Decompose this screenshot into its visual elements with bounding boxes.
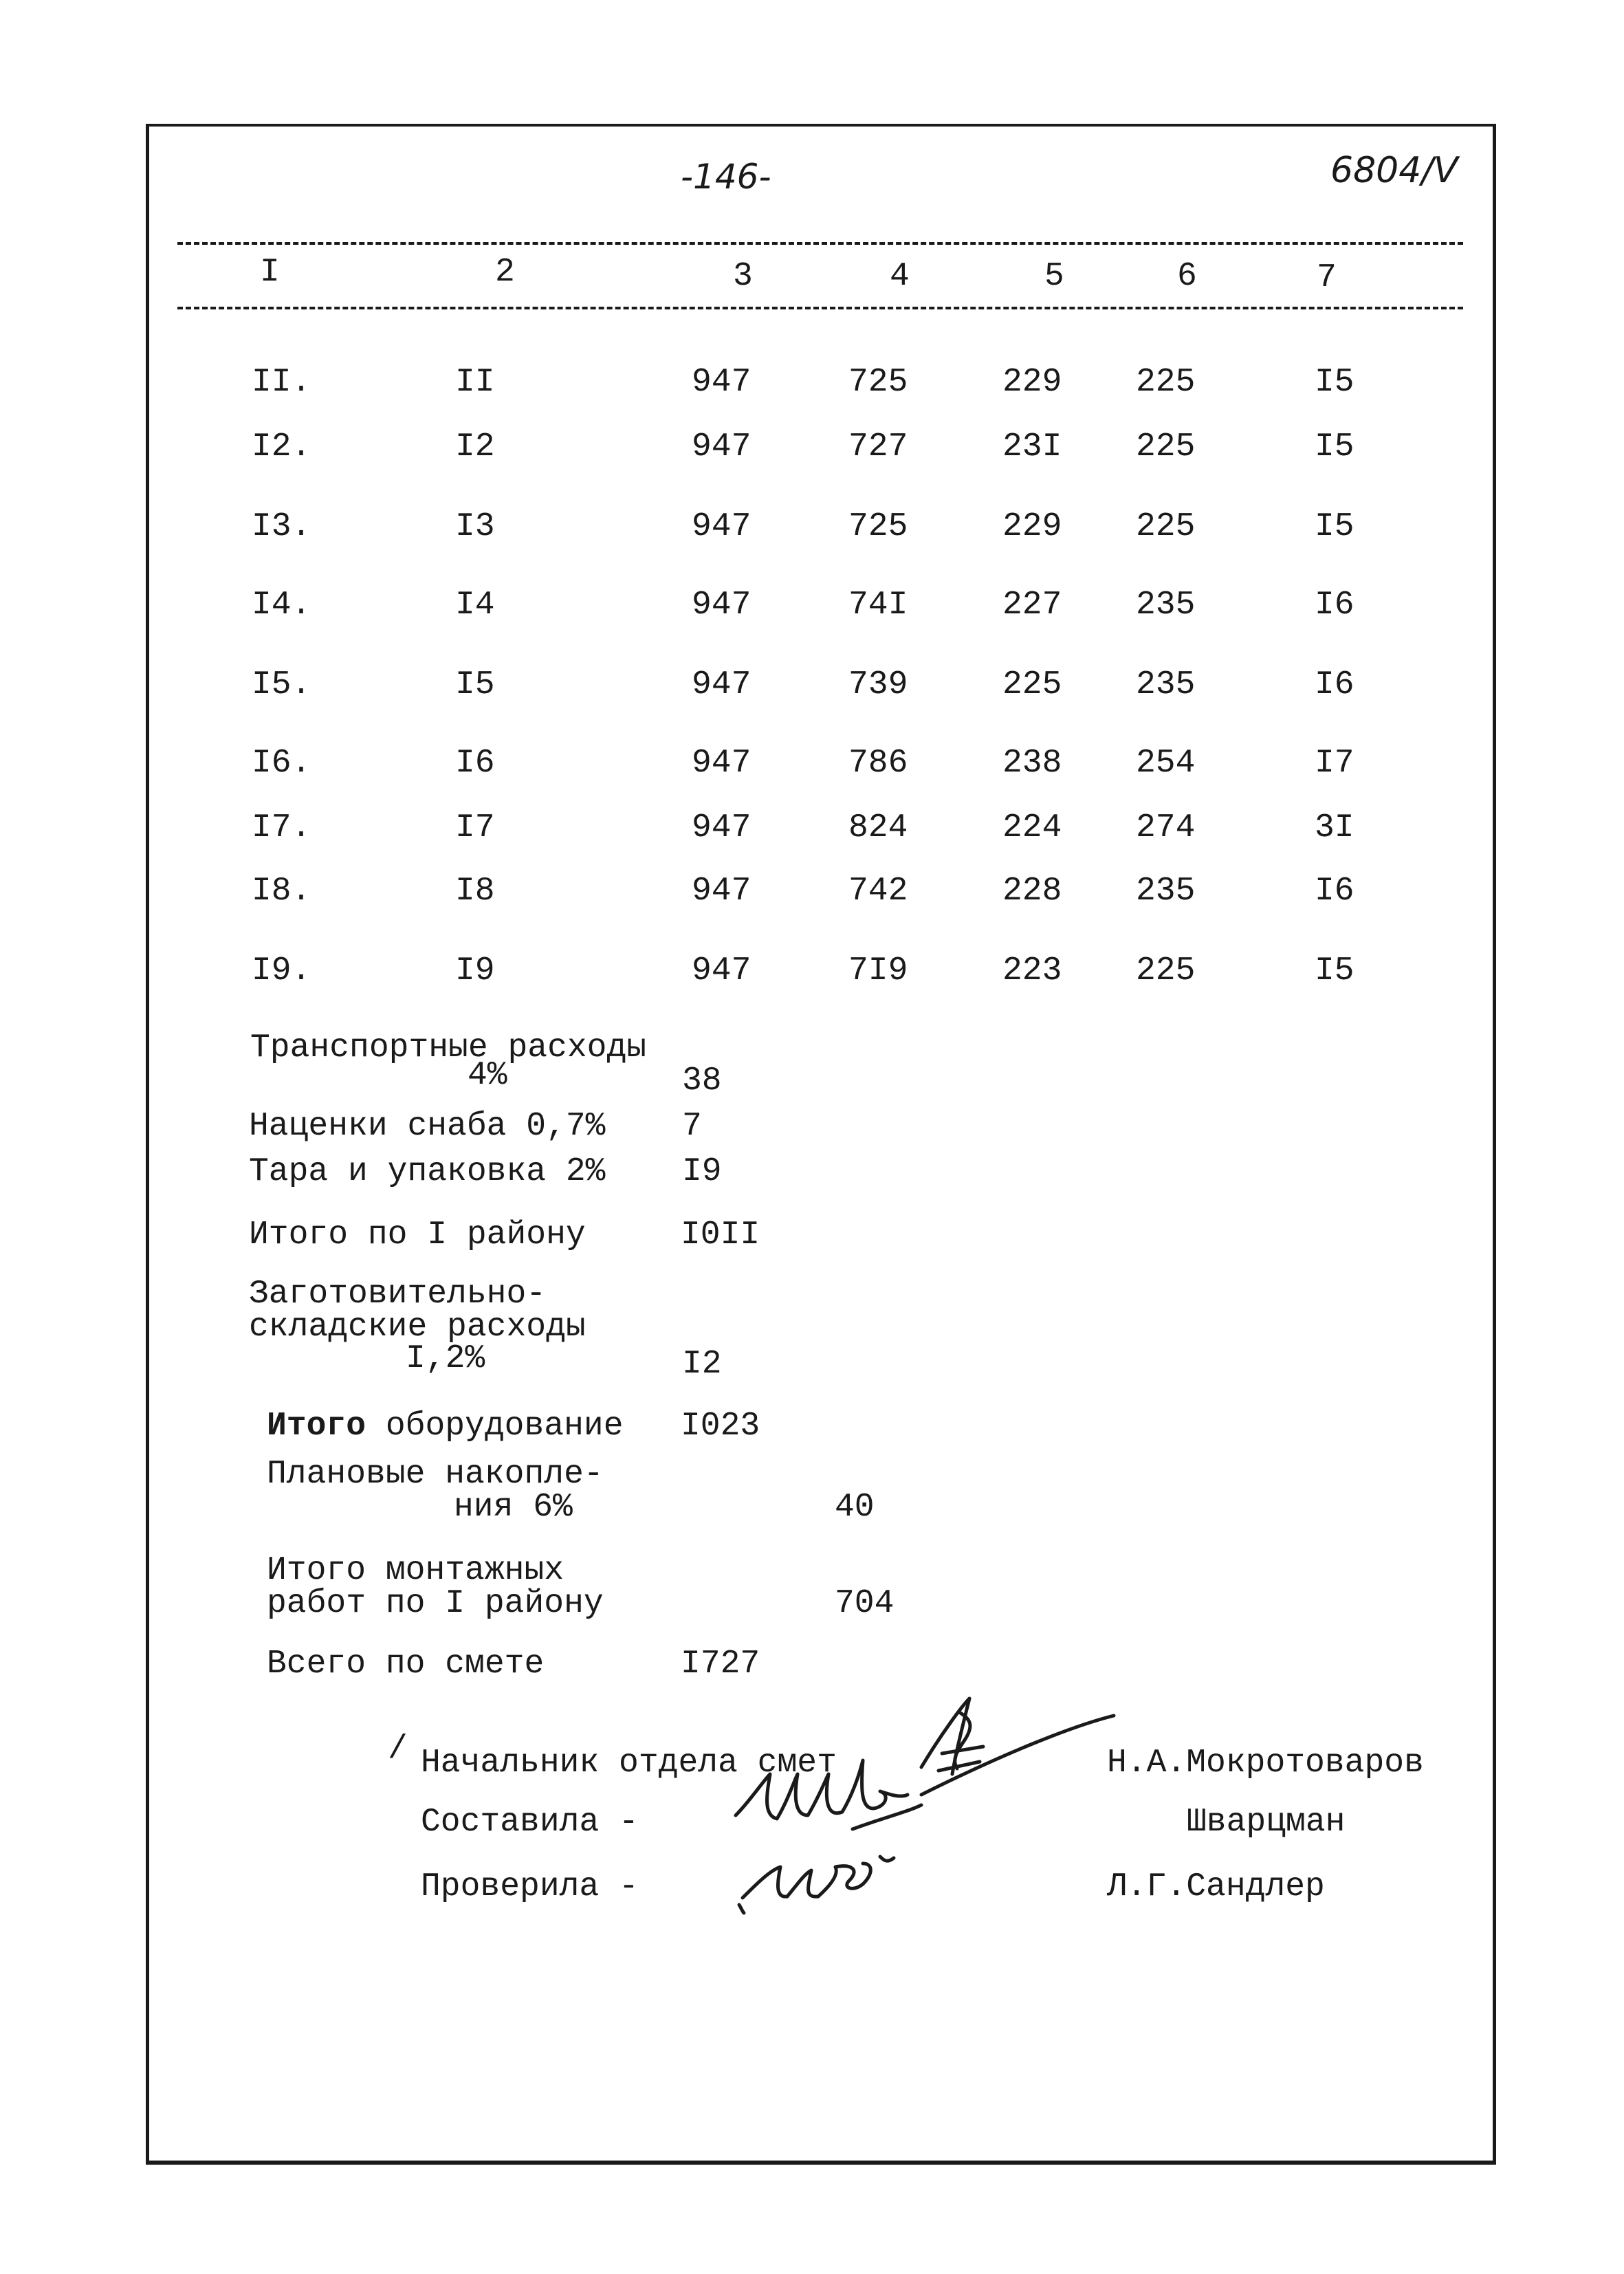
col3-value: 947 — [692, 952, 751, 990]
item-code: II — [455, 364, 495, 401]
col7-value: I7 — [1315, 745, 1354, 782]
grand-total-value: I727 — [681, 1646, 760, 1683]
col6-value: 225 — [1136, 952, 1196, 990]
item-code: I5 — [455, 666, 495, 703]
col6-value: 235 — [1136, 587, 1196, 624]
checked-by-label: Проверила - — [421, 1868, 639, 1905]
equipment-total-label-bold: Итого — [267, 1408, 366, 1445]
total-region-value: I0II — [681, 1216, 760, 1254]
col4-value: 74I — [848, 587, 908, 624]
col6-value: 235 — [1136, 666, 1196, 703]
column-header-3: 3 — [733, 258, 753, 295]
procurement-value: I2 — [682, 1346, 722, 1383]
compiled-by-label: Составила - — [421, 1804, 639, 1841]
col5-value: 23I — [1002, 428, 1062, 466]
head-of-department-title: Начальник отдела смет — [421, 1745, 837, 1782]
col3-value: 947 — [692, 364, 751, 401]
row-number: I6. — [252, 745, 311, 782]
col4-value: 786 — [848, 745, 908, 782]
col5-value: 228 — [1002, 873, 1062, 910]
packing-label: Тара и упаковка 2% — [249, 1153, 606, 1190]
col4-value: 7I9 — [848, 952, 908, 990]
col4-value: 739 — [848, 666, 908, 703]
col3-value: 947 — [692, 508, 751, 545]
col5-value: 224 — [1002, 809, 1062, 846]
col3-value: 947 — [692, 745, 751, 782]
item-code: I3 — [455, 508, 495, 545]
transport-value: 38 — [682, 1062, 722, 1100]
col3-value: 947 — [692, 428, 751, 466]
col7-value: I6 — [1315, 666, 1354, 703]
item-code: I6 — [455, 745, 495, 782]
item-code: I7 — [455, 809, 495, 846]
item-code: I8 — [455, 873, 495, 910]
col5-value: 238 — [1002, 745, 1062, 782]
markup-label: Наценки снаба 0,7% — [249, 1108, 606, 1145]
row-number: I4. — [252, 587, 311, 624]
compiled-by-name: Шварцман — [1187, 1804, 1346, 1841]
procurement-label-line2: складские расходы — [249, 1309, 586, 1346]
equipment-total-value: I023 — [681, 1408, 760, 1445]
row-number: II. — [252, 364, 311, 401]
col7-value: I6 — [1315, 873, 1354, 910]
col5-value: 225 — [1002, 666, 1062, 703]
item-code: I9 — [455, 952, 495, 990]
col7-value: I5 — [1315, 364, 1354, 401]
col6-value: 274 — [1136, 809, 1196, 846]
signature-tick: / — [388, 1731, 408, 1768]
col5-value: 229 — [1002, 508, 1062, 545]
col6-value: 235 — [1136, 873, 1196, 910]
col7-value: I5 — [1315, 428, 1354, 466]
row-number: I2. — [252, 428, 311, 466]
row-number: I5. — [252, 666, 311, 703]
install-label-line1: Итого монтажных — [267, 1552, 564, 1589]
page-number: -146- — [681, 157, 771, 197]
header-bottom-rule — [177, 307, 1463, 309]
transport-percent: 4% — [468, 1057, 507, 1094]
procurement-percent: I,2% — [406, 1340, 485, 1377]
packing-value: I9 — [682, 1153, 722, 1190]
planned-label-line2: ния 6% — [454, 1489, 573, 1526]
procurement-label-line1: Заготовительно- — [249, 1276, 547, 1313]
column-header-5: 5 — [1044, 258, 1064, 295]
head-of-department-name: Н.А.Мокротоваров — [1107, 1745, 1424, 1782]
transport-label: Транспортные расходы — [250, 1029, 647, 1067]
col3-value: 947 — [692, 587, 751, 624]
install-value: 704 — [835, 1585, 895, 1622]
col4-value: 824 — [848, 809, 908, 846]
column-header-1: I — [260, 254, 280, 291]
planned-label-line1: Плановые накопле- — [267, 1456, 604, 1493]
equipment-total-label-rest: оборудование — [366, 1408, 624, 1445]
column-header-6: 6 — [1177, 258, 1197, 295]
grand-total-label: Всего по смете — [267, 1646, 545, 1683]
row-number: I7. — [252, 809, 311, 846]
col7-value: I6 — [1315, 587, 1354, 624]
item-code: I2 — [455, 428, 495, 466]
planned-value: 40 — [835, 1489, 875, 1526]
install-label-line2: работ по I району — [267, 1585, 604, 1622]
row-number: I3. — [252, 508, 311, 545]
col5-value: 227 — [1002, 587, 1062, 624]
handwritten-signatures — [715, 1678, 1141, 1939]
row-number: I9. — [252, 952, 311, 990]
col5-value: 223 — [1002, 952, 1062, 990]
col7-value: I5 — [1315, 508, 1354, 545]
header-top-rule — [177, 242, 1463, 245]
col6-value: 225 — [1136, 428, 1196, 466]
col4-value: 742 — [848, 873, 908, 910]
col6-value: 225 — [1136, 364, 1196, 401]
col3-value: 947 — [692, 666, 751, 703]
column-header-7: 7 — [1317, 259, 1337, 296]
col6-value: 225 — [1136, 508, 1196, 545]
checked-by-name: Л.Г.Сандлер — [1107, 1868, 1325, 1905]
markup-value: 7 — [682, 1108, 702, 1145]
col4-value: 727 — [848, 428, 908, 466]
row-number: I8. — [252, 873, 311, 910]
column-header-2: 2 — [495, 254, 515, 291]
total-region-label: Итого по I району — [249, 1216, 586, 1254]
col7-value: 3I — [1315, 809, 1354, 846]
col6-value: 254 — [1136, 745, 1196, 782]
col4-value: 725 — [848, 364, 908, 401]
col7-value: I5 — [1315, 952, 1354, 990]
equipment-total-label — [267, 1410, 624, 1443]
column-header-4: 4 — [890, 258, 910, 295]
document-code: 6804/V — [1330, 150, 1458, 191]
col3-value: 947 — [692, 809, 751, 846]
col5-value: 229 — [1002, 364, 1062, 401]
col4-value: 725 — [848, 508, 908, 545]
item-code: I4 — [455, 587, 495, 624]
col3-value: 947 — [692, 873, 751, 910]
